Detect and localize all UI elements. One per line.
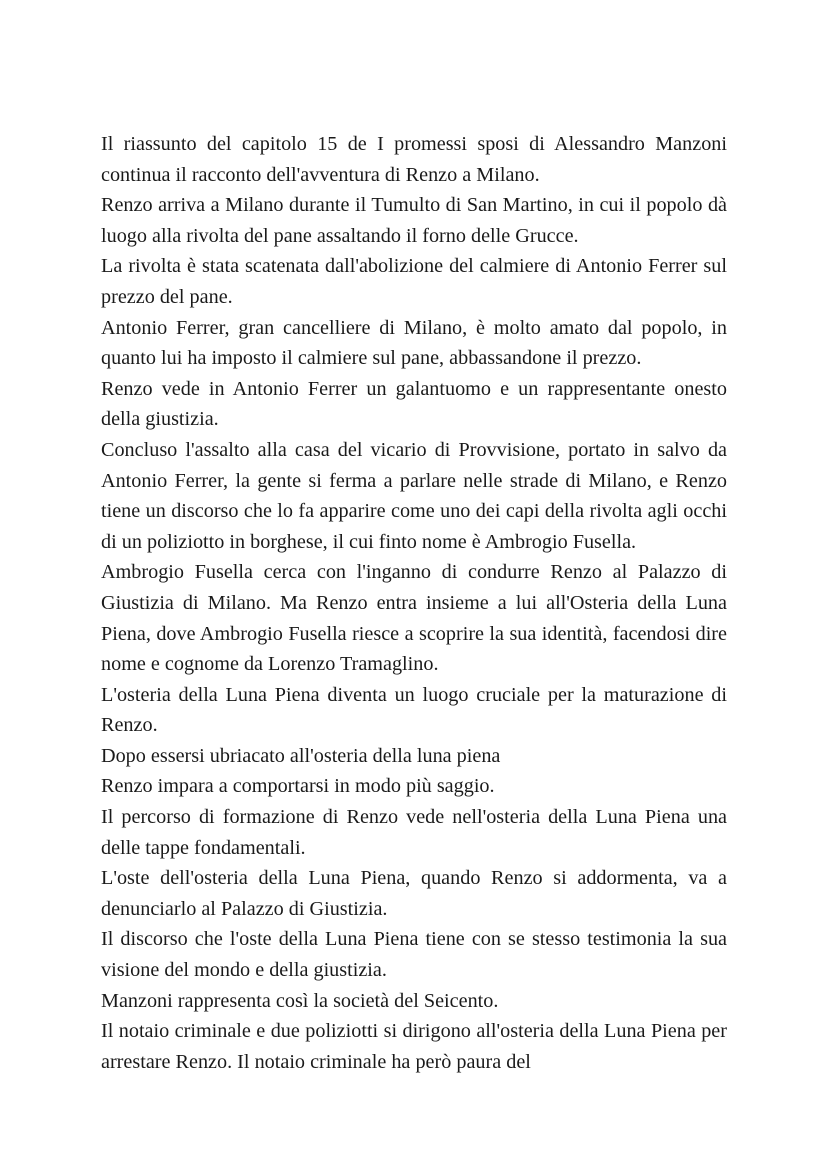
paragraph-2: Renzo arriva a Milano durante il Tumulto di San Martino, in cui il popolo dà luogo alla rivolta del pane assaltando il forno delle Grucce. [101, 194, 727, 247]
paragraph-11: Il percorso di formazione di Renzo vede nell'osteria della Luna Piena una delle tappe fondamentali. [101, 806, 727, 859]
paragraph-7: Ambrogio Fusella cerca con l'inganno di condurre Renzo al Palazzo di Giustizia di Milano. Ma Renzo entra insieme a lui all'Osteria della Luna Piena, dove Ambrogio Fusella riesce a scoprire la sua identità, facendosi dire nome e cognome da Lorenzo Tramaglino. [101, 561, 727, 676]
paragraph-3: La rivolta è stata scatenata dall'abolizione del calmiere di Antonio Ferrer sul prezzo del pane. [101, 255, 727, 308]
paragraph-12: L'oste dell'osteria della Luna Piena, quando Renzo si addormenta, va a denunciarlo al Palazzo di Giustizia. [101, 867, 727, 920]
paragraph-5: Renzo vede in Antonio Ferrer un galantuomo e un rappresentante onesto della giustizia. [101, 377, 727, 431]
paragraph-13: Il discorso che l'oste della Luna Piena tiene con se stesso testimonia la sua visione del mondo e della giustizia. [101, 928, 727, 982]
paragraph-1: Il riassunto del capitolo 15 de I promessi sposi di Alessandro Manzoni continua il racconto dell'avventura di Renzo a Milano. [101, 133, 727, 186]
paragraph-10: Renzo impara a comportarsi in modo più saggio. [101, 775, 495, 798]
paragraph-15: Il notaio criminale e due poliziotti si dirigono all'osteria della Luna Piena per arrestare Renzo. Il notaio criminale ha però paura del [101, 1020, 727, 1073]
paragraph-8: L'osteria della Luna Piena diventa un luogo cruciale per la maturazione di Renzo. [101, 683, 727, 737]
document-body [101, 129, 727, 1077]
paragraph-6: Concluso l'assalto alla casa del vicario di Provvisione, portato in salvo da Antonio Ferrer, la gente si ferma a parlare nelle strade di Milano, e Renzo tiene un discorso che lo fa apparire come uno dei capi della rivolta agli occhi di un poliziotto in borghese, il cui finto nome è Ambrogio Fusella. [101, 438, 727, 553]
paragraph-4: Antonio Ferrer, gran cancelliere di Milano, è molto amato dal popolo, in quanto lui ha imposto il calmiere sul pane, abbassandone il prezzo. [101, 316, 727, 370]
paragraph-14: Manzoni rappresenta così la società del Seicento. [101, 989, 499, 1012]
paragraph-9: Dopo essersi ubriacato all'osteria della luna piena [101, 744, 501, 767]
